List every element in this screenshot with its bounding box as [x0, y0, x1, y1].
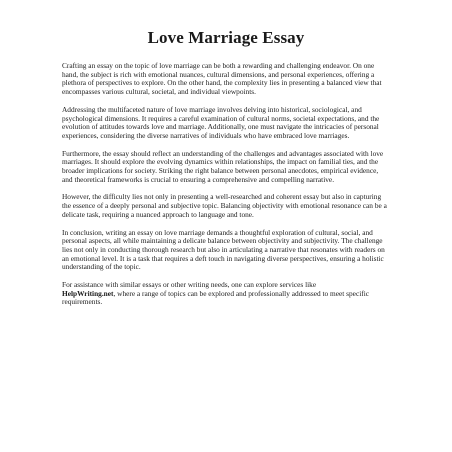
- helpwriting-link[interactable]: HelpWriting.net: [62, 288, 114, 298]
- paragraph-intro: Crafting an essay on the topic of love marriage can be both a rewarding and challenging endeavor. On one hand, the subject is rich with emotional nuances, cultural dimensions, and personal experiences, offering a plethora of perspectives to explore. On the other hand, the complexity lies in presenting a balanced view that encompasses various cultural, societal, and individual viewpoints.: [62, 61, 382, 97]
- closing-text-before: For assistance with similar essays or other writing needs, one can explore services like: [62, 280, 317, 290]
- paragraph-conclusion: In conclusion, writing an essay on love marriage demands a thoughtful exploration of cultural, social, and personal aspects, all while maintaining a delicate balance between objectivity and subjectivity. The challenge lies not only in conducting thorough research but also in articulating a narrative that resonates with readers on an emotional level. It is a task that requires a deft touch in navigating diverse perspectives, ensuring a holistic understanding of the topic.: [62, 227, 385, 272]
- paragraph-challenges: Furthermore, the essay should reflect an understanding of the challenges and advantages associated with love marriages. It should explore the evolving dynamics within relationships, the impact on familial ties, and the broader implications for society. Striking the right balance between personal anecdotes, empirical evidence, and theoretical frameworks is crucial to ensuring a comprehensive and compelling narrative.: [62, 148, 384, 184]
- paragraph-closing: [62, 281, 390, 307]
- paragraph-difficulty: However, the difficulty lies not only in presenting a well-researched and coherent essay but also in capturing the essence of a deeply personal and subjective topic. Balancing objectivity with emotional resonance can be a delicate task, requiring a nuanced approach to language and tone.: [62, 192, 387, 219]
- paragraph-multifaceted: Addressing the multifaceted nature of love marriage involves delving into historical, sociological, and psychological dimensions. It requires a careful examination of cultural norms, societal expectations, and the evolution of attitudes towards love and marriage. Additionally, one must navigate the intricacies of personal experiences, considering the diverse narratives of individuals who have embraced love marriages.: [62, 104, 380, 140]
- document-title: Love Marriage Essay: [147, 28, 305, 47]
- document-page: [62, 28, 390, 316]
- closing-text-after: , where a range of topics can be explored and professionally addressed to meet specific requirements.: [62, 288, 369, 307]
